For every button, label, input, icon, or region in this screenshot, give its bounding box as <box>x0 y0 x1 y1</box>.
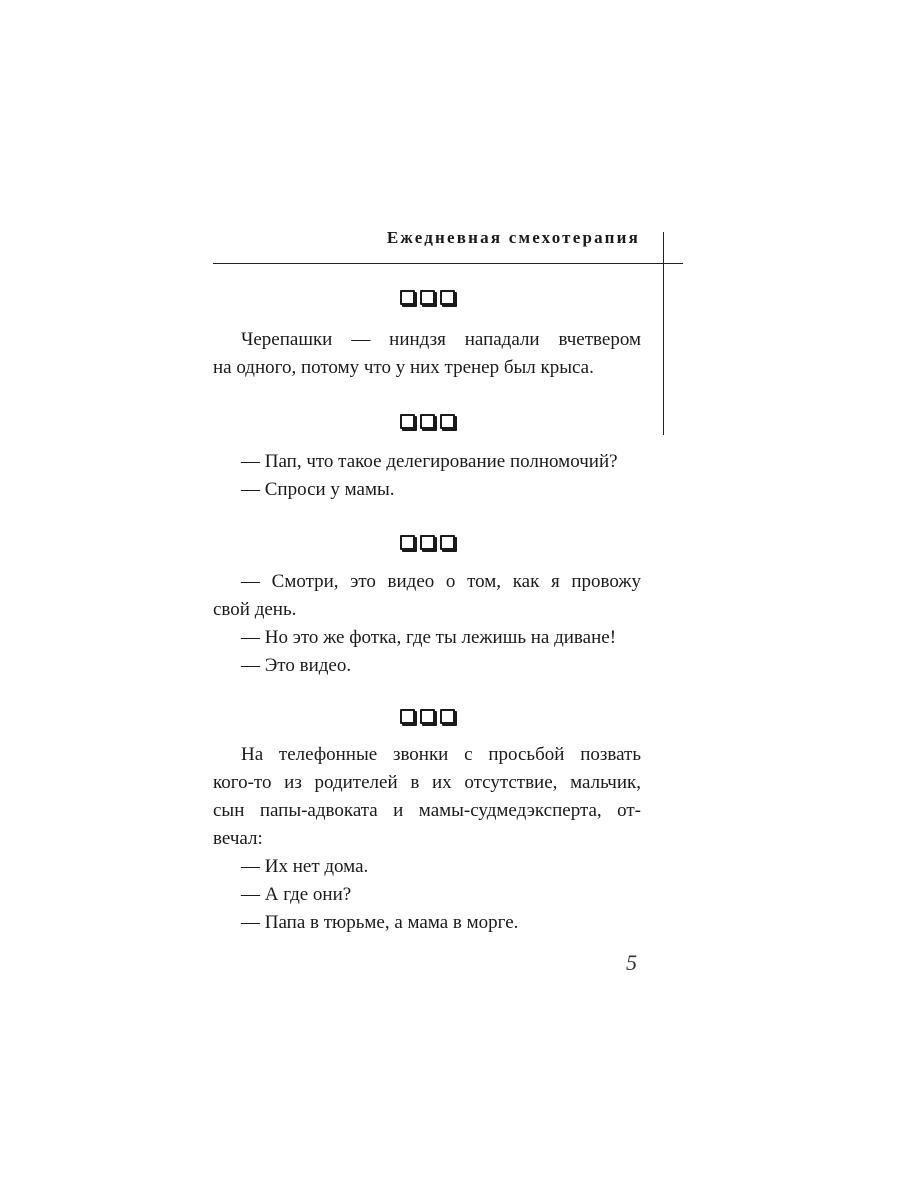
section-separator <box>213 290 641 305</box>
section-separator <box>213 709 641 724</box>
dialogue-line: — Но это же фотка, где ты лежишь на диване! <box>241 627 617 648</box>
dialogue-line: — А где они? <box>241 884 352 905</box>
square-ornament-icon <box>440 290 455 305</box>
dialogue-line: — Спроси у мамы. <box>241 479 395 500</box>
square-ornament-icon <box>440 535 455 550</box>
page-number: 5 <box>626 950 637 975</box>
text-line: вечал: <box>213 828 263 849</box>
header-vertical-rule <box>663 232 664 435</box>
square-ornament-icon <box>400 414 415 429</box>
square-ornament-icon <box>440 709 455 724</box>
section-separator <box>213 535 641 550</box>
dialogue-line: — Папа в тюрьме, а мама в морге. <box>241 912 519 933</box>
joke-3 <box>213 568 641 680</box>
square-ornament-icon <box>400 535 415 550</box>
square-ornament-icon <box>420 535 435 550</box>
joke-2 <box>213 448 641 504</box>
section-separator <box>213 414 641 429</box>
text-line: На телефонные звонки с просьбой позвать <box>241 744 641 765</box>
joke-4 <box>213 741 641 937</box>
joke-1 <box>213 326 641 382</box>
square-ornament-icon <box>420 290 435 305</box>
square-ornament-icon <box>420 709 435 724</box>
header-rule <box>213 263 683 264</box>
text-line: на одного, потому что у них тренер был крыса. <box>213 357 594 378</box>
square-ornament-icon <box>400 290 415 305</box>
dialogue-line: — Смотри, это видео о том, как я провожу <box>241 571 641 592</box>
square-ornament-icon <box>400 709 415 724</box>
text-line: сын папы-адвоката и мамы-судмедэксперта, от- <box>213 800 641 821</box>
text-line: свой день. <box>213 599 297 620</box>
dialogue-line: — Пап, что такое делегирование полномочий? <box>241 451 618 472</box>
square-ornament-icon <box>420 414 435 429</box>
dialogue-line: — Их нет дома. <box>241 856 369 877</box>
text-line: кого-то из родителей в их отсутствие, мальчик, <box>213 772 641 793</box>
text-line: Черепашки — ниндзя нападали вчетвером <box>241 329 641 350</box>
running-header: Ежедневная смехотерапия <box>386 228 640 247</box>
square-ornament-icon <box>440 414 455 429</box>
dialogue-line: — Это видео. <box>241 655 352 676</box>
